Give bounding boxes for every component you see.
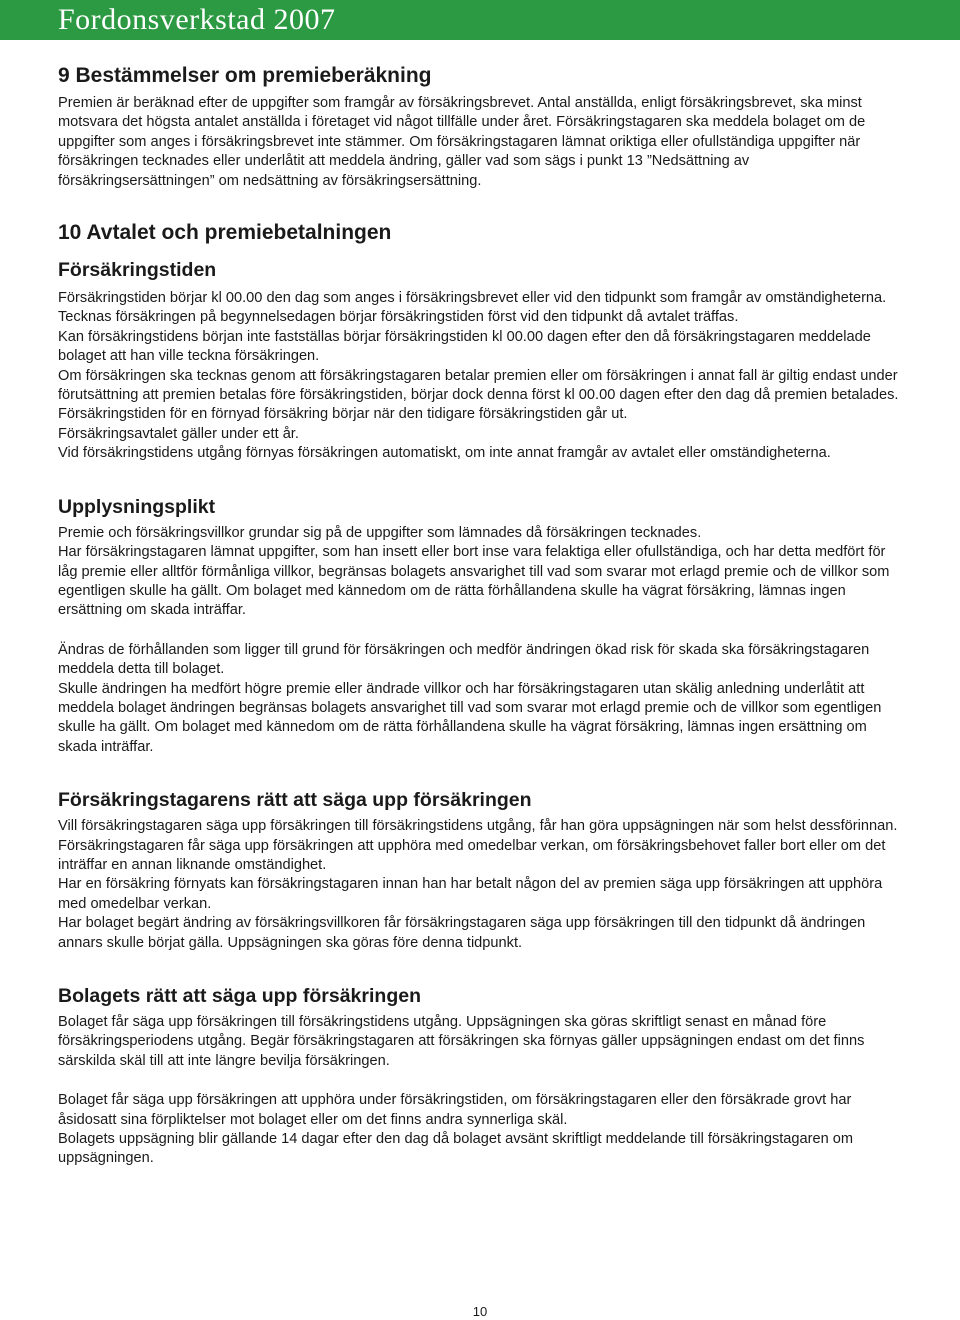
upplysningsplikt-paragraph: Ändras de förhållanden som ligger till grund för försäkringen och medför ändringen ökad risk för skada ska försäkringstagaren meddela detta till bolaget. — [58, 641, 870, 678]
upplysningsplikt-paragraph: Skulle ändringen ha medfört högre premie eller ändrade villkor och har försäkringstagaren utan skälig anledning underlåtit att meddela bolaget ändringen begränsas bolagets ansvarighet till vad som svarar mot erlagd premie och de villkor som egentligen skulle ha gällt. Om bolaget med kännedom om de rätta förhållandena skulle ha vägrat försäkring, lämnas ingen ersättning om skada inträffar. — [58, 680, 882, 755]
forsakringstagarens-ratt-heading: Försäkringstagarens rätt att säga upp försäkringen — [58, 789, 532, 812]
section-9-heading: 9 Bestämmelser om premieberäkning — [58, 64, 432, 87]
forsakringstagarens-ratt-paragraph: Har en försäkring förnyats kan försäkringstagaren innan han har betalt någon del av premien säga upp försäkringen att upphöra med omedelbar verkan. — [58, 876, 883, 912]
forsakringstagarens-ratt-paragraph: Försäkringstagaren får säga upp försäkringen att upphöra med omedelbar verkan, om försäkringsbehovet faller bort eller om det inträffar en annan liknande omständighet. — [58, 837, 886, 873]
document-title: Fordonsverkstad 2007 — [58, 3, 336, 36]
forsakringstagarens-ratt-paragraph: Vill försäkringstagaren säga upp försäkringen till försäkringstidens utgång, får han göra uppsägningen när som helst dessförinnan. — [58, 818, 898, 835]
section-10-heading: 10 Avtalet och premiebetalningen — [58, 221, 392, 245]
forsakringstiden-paragraph: Om försäkringen ska tecknas genom att försäkringstagaren betalar premien eller om försäkringen i annat fall är giltig endast under förutsättning att premien betalas före försäkringstiden, börjar dock denna först kl 00.00 dagen efter den dag då premien betalades. — [58, 367, 899, 404]
section-9-paragraph: Premien är beräknad efter de uppgifter som framgår av försäkringsbrevet. Antal anställda, enligt försäkringsbrevet, ska minst motsvara det högsta antalet anställda i företaget vid något tillfälle under året. Försäkringstagaren ska meddela bolaget om de uppgifter som anges i försäkringsbrevet inte stämmer. Om försäkringstagaren lämnat oriktiga eller ofullständiga uppgifter när försäkringen tecknades eller underlåtit att meddela ändring, gäller vad som sägs i punkt 13 ”Nedsättning av försäkringsersättningen” om nedsättning av försäkringsersättning. — [58, 95, 866, 189]
bolagets-ratt-heading: Bolagets rätt att säga upp försäkringen — [58, 985, 421, 1007]
upplysningsplikt-paragraph: Har försäkringstagaren lämnat uppgifter, som han insett eller bort inse vara felaktiga eller ofullständiga, och har detta medfört för låg premie eller alltför förmånliga villkor, begränsas bolagets ansvarighet till vad som svarar mot erlagd premie och de villkor som egentligen skulle ha gällt. Om bolaget med kännedom om de rätta förhållandena skulle ha vägrat försäkring, lämnas ingen ersättning om skada inträffar. — [58, 544, 890, 619]
header-banner — [0, 0, 960, 40]
forsakringstagarens-ratt-paragraph: Har bolaget begärt ändring av försäkringsvillkoren får försäkringstagaren säga upp försäkringen till den tidpunkt då ändringen annars skulle börjat gälla. Uppsägningen ska göras före denna tidpunkt. — [58, 915, 866, 951]
forsakringstiden-heading: Försäkringstiden — [58, 259, 217, 282]
page-number: 10 — [472, 1304, 488, 1319]
forsakringstiden-paragraph: Försäkringstiden börjar kl 00.00 den dag som anges i försäkringsbrevet eller vid den tidpunkt som framgår av omständigheterna. Tecknas försäkringen på begynnelsedagen börjar försäkringstiden först vid den tidpunkt då avtalet träffas. — [58, 290, 887, 326]
bolagets-ratt-paragraph: Bolaget får säga upp försäkringen till försäkringstidens utgång. Uppsägningen ska göras skriftligt senast en månad före försäkringsperiodens utgång. Begär försäkringstagaren att försäkringen ska förnyas gäller uppsägningen endast om det finns särskilda skäl till att inte längre bevilja försäkringen. — [58, 1014, 865, 1069]
forsakringstiden-paragraph: Försäkringsavtalet gäller under ett år. — [58, 425, 299, 442]
page-content — [58, 62, 904, 1169]
upplysningsplikt-heading: Upplysningsplikt — [58, 495, 216, 518]
forsakringstiden-paragraph: Försäkringstiden för en förnyad försäkring börjar när den tidigare försäkringstiden går ut. — [58, 406, 628, 423]
forsakringstiden-paragraph: Kan försäkringstidens början inte fastställas börjar försäkringstiden kl 00.00 dagen efter den då försäkringstagaren meddelade bolaget att han ville teckna försäkringen. — [58, 328, 871, 365]
forsakringstiden-paragraph: Vid försäkringstidens utgång förnyas försäkringen automatiskt, om inte annat framgår av avtalet eller omständigheterna. — [58, 445, 831, 462]
bolagets-ratt-paragraph: Bolagets uppsägning blir gällande 14 dagar efter den dag då bolaget avsänt skriftligt meddelande till försäkringstagaren om uppsägningen. — [58, 1131, 854, 1167]
bolagets-ratt-paragraph: Bolaget får säga upp försäkringen att upphöra under försäkringstiden, om försäkringstagaren eller den försäkrade grovt har åsidosatt sina förpliktelser mot bolaget eller om det finns andra synnerliga skäl. — [58, 1092, 852, 1128]
upplysningsplikt-paragraph: Premie och försäkringsvillkor grundar sig på de uppgifter som lämnades då försäkringen tecknades. — [58, 524, 702, 541]
